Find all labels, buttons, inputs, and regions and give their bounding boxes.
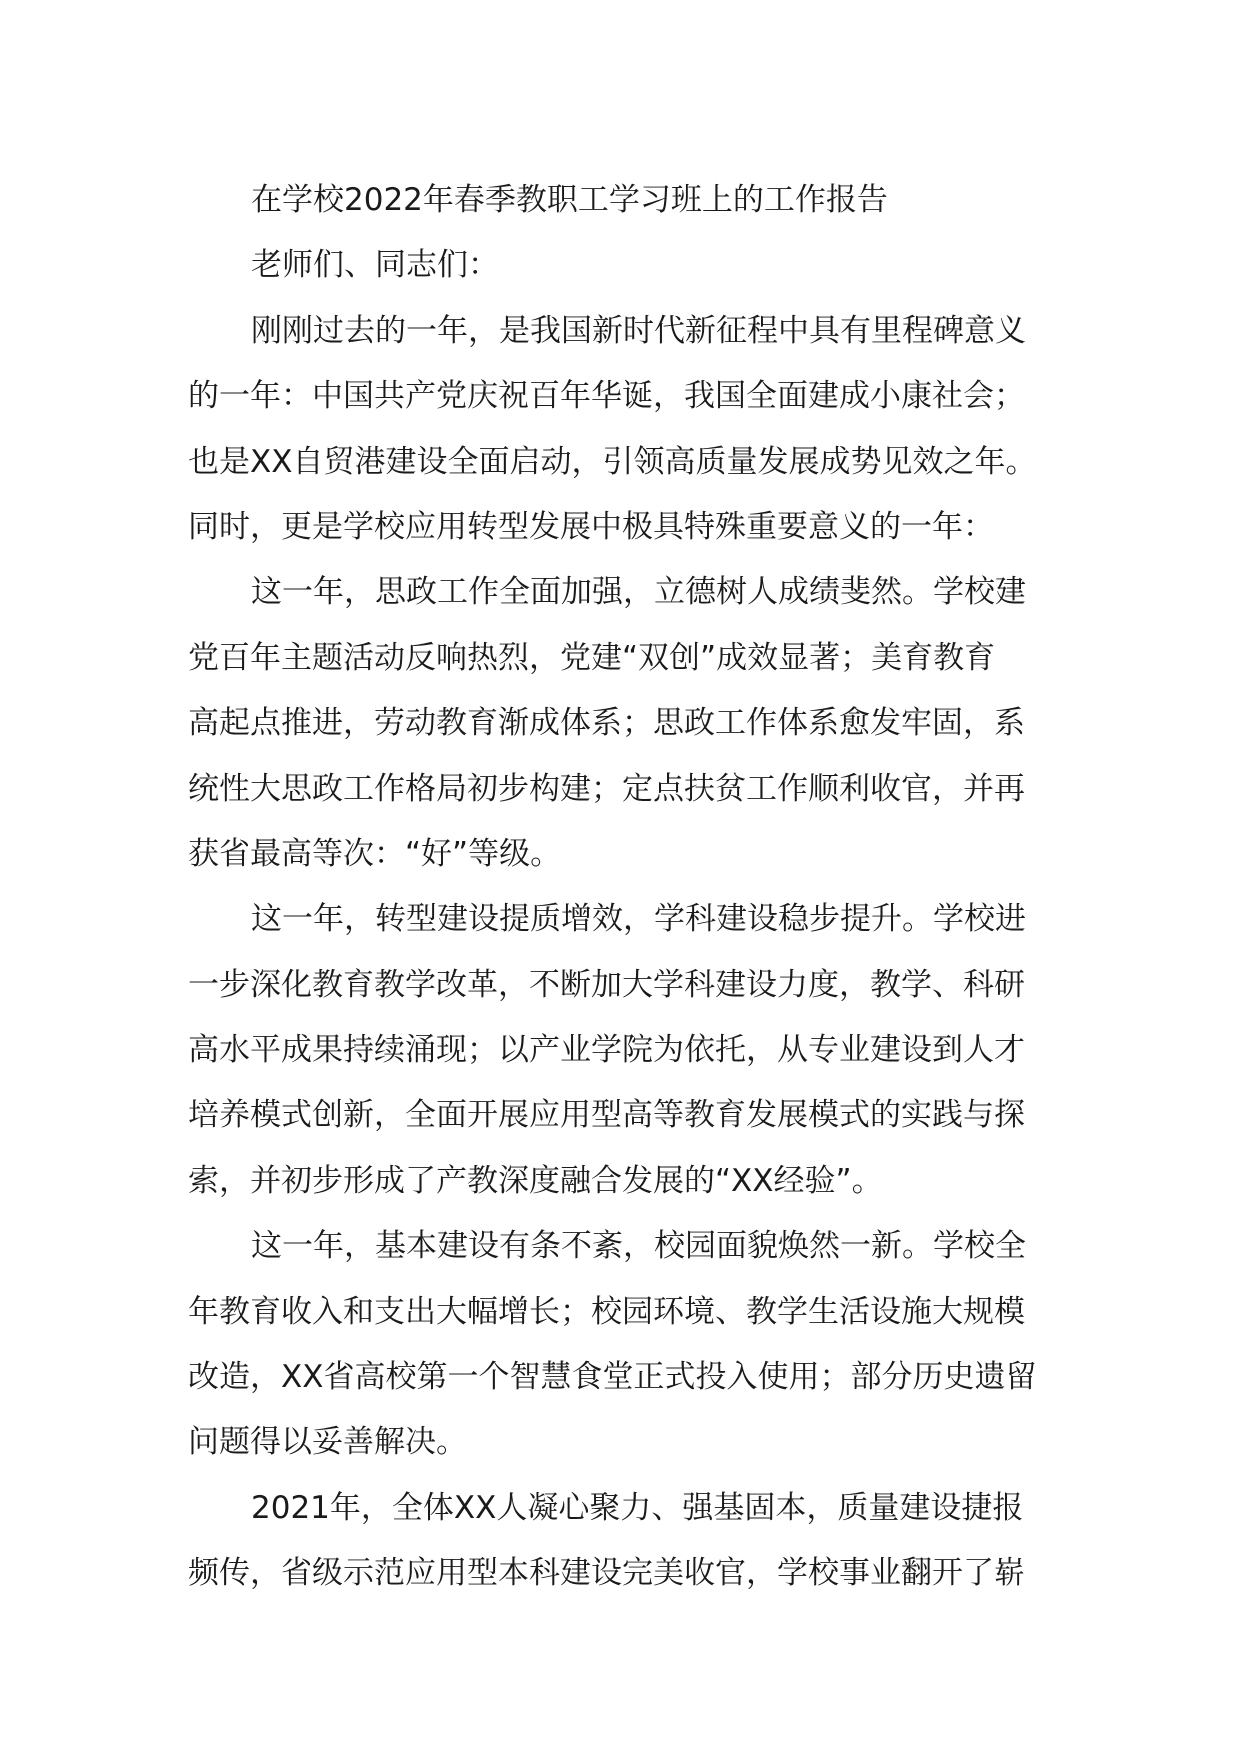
body-line: 2021年，全体XX人凝心聚力、强基固本，质量建设捷报 — [251, 1489, 1024, 1526]
body-line: 培养模式创新，全面开展应用型高等教育发展模式的实践与探 — [188, 1097, 1025, 1134]
body-line: 党百年主题活动反响热烈，党建“双创”成效显著；美育教育 — [188, 639, 996, 676]
body-line: 索，并初步形成了产教深度融合发展的“XX经验”。 — [188, 1162, 883, 1199]
body-line: 高水平成果持续涌现；以产业学院为依托，从专业建设到人才 — [188, 1032, 1025, 1069]
body-line: 刚刚过去的一年，是我国新时代新征程中具有里程碑意义 — [251, 312, 1026, 349]
body-line: 这一年，基本建设有条不紊，校园面貌焕然一新。学校全 — [251, 1228, 1026, 1265]
body-line: 改造，XX省高校第一个智慧食堂正式投入使用；部分历史遗留 — [188, 1359, 1037, 1396]
body-line: 频传，省级示范应用型本科建设完美收官，学校事业翻开了崭 — [188, 1555, 1025, 1592]
body-line: 也是XX自贸港建设全面启动，引领高质量发展成势见效之年。 — [188, 443, 1037, 480]
body-line: 统性大思政工作格局初步构建；定点扶贫工作顺利收官，并再 — [188, 770, 1025, 807]
body-line: 这一年，思政工作全面加强，立德树人成绩斐然。学校建 — [251, 574, 1026, 611]
body-line: 一步深化教育教学改革，不断加大学科建设力度，教学、科研 — [188, 966, 1025, 1003]
document-title: 在学校2022年春季教职工学习班上的工作报告 — [251, 182, 888, 218]
body-line: 获省最高等次：“好”等级。 — [188, 835, 562, 872]
salutation: 老师们、同志们： — [251, 247, 499, 284]
body-line: 这一年，转型建设提质增效，学科建设稳步提升。学校进 — [251, 901, 1026, 938]
document-body — [188, 168, 1068, 1607]
body-line: 高起点推进，劳动教育渐成体系；思政工作体系愈发牢固，系 — [188, 705, 1025, 742]
body-line: 年教育收入和支出大幅增长；校园环境、教学生活设施大规模 — [188, 1293, 1025, 1330]
body-line: 同时，更是学校应用转型发展中极具特殊重要意义的一年： — [188, 508, 994, 545]
body-line: 问题得以妥善解决。 — [188, 1424, 467, 1461]
body-line: 的一年：中国共产党庆祝百年华诞，我国全面建成小康社会； — [188, 378, 1025, 415]
